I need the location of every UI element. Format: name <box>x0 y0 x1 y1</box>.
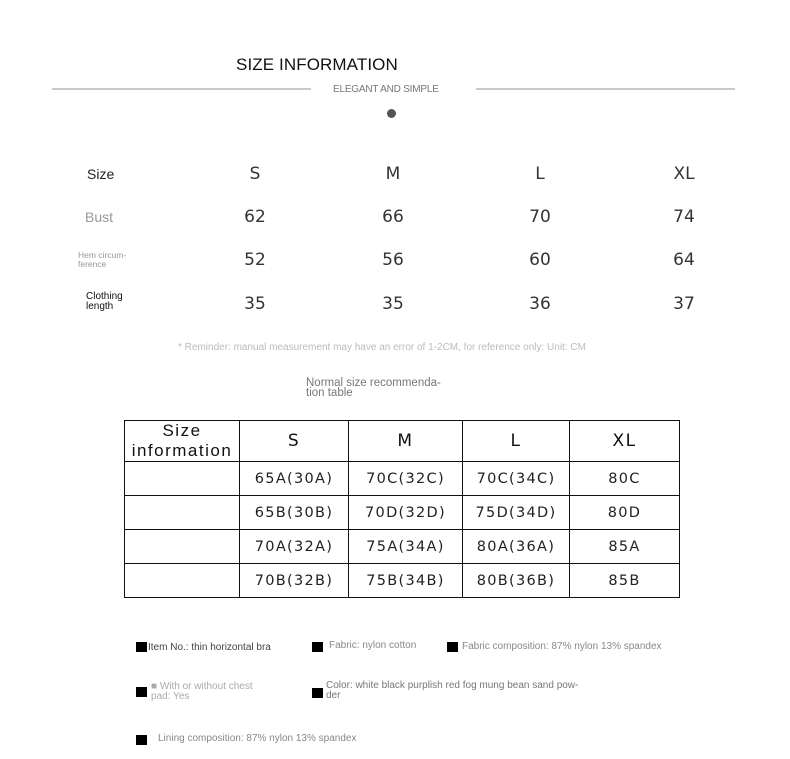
recommendation-title <box>306 378 441 398</box>
size-header-s: S <box>249 164 261 184</box>
hem-label-line2: ference <box>78 259 107 269</box>
hem-xl: 64 <box>673 250 695 270</box>
spec-item-no: Item No.: thin horizontal bra <box>148 642 271 653</box>
length-xl: 37 <box>673 294 695 314</box>
length-l: 36 <box>529 294 551 314</box>
table-cell: 75B(34B) <box>349 564 463 598</box>
table-cell: 85A <box>570 530 680 564</box>
length-label-line2: length <box>86 301 114 312</box>
bust-l: 70 <box>529 207 551 227</box>
page-subtitle: ELEGANT AND SIMPLE <box>333 84 439 95</box>
hem-m: 56 <box>382 250 404 270</box>
length-s: 35 <box>244 294 266 314</box>
table-cell: 70C(34C) <box>463 462 570 496</box>
length-label-line1: Clothing <box>86 291 123 302</box>
recommendation-title-line1: Normal size recommenda- <box>306 377 441 389</box>
table-cell <box>125 530 240 564</box>
table-row <box>125 564 680 598</box>
bullet-square-icon <box>312 642 323 652</box>
table-cell: 65B(30B) <box>240 496 349 530</box>
hem-label-line1: Hem circum- <box>78 250 127 260</box>
row-label-size: Size <box>87 166 115 182</box>
header-size-information: Size information <box>125 421 240 462</box>
bust-s: 62 <box>244 207 266 227</box>
spec-color-line1: Color: white black purplish red fog mung bean sand pow- <box>326 680 579 691</box>
bullet-square-icon <box>447 642 458 652</box>
table-row <box>125 462 680 496</box>
spec-fabric-composition: Fabric composition: 87% nylon 13% spandex <box>462 641 662 652</box>
header-xl: XL <box>570 421 680 462</box>
table-cell <box>125 496 240 530</box>
table-cell: 80A(36A) <box>463 530 570 564</box>
table-cell: 70B(32B) <box>240 564 349 598</box>
table-header-row <box>125 421 680 462</box>
spec-color-line2: der <box>326 690 341 701</box>
bullet-square-icon <box>312 688 323 698</box>
header-m: M <box>349 421 463 462</box>
size-recommendation-table <box>124 420 680 598</box>
bust-xl: 74 <box>673 207 695 227</box>
bust-m: 66 <box>382 207 404 227</box>
size-header-xl: XL <box>673 164 695 184</box>
table-row <box>125 530 680 564</box>
table-cell: 75D(34D) <box>463 496 570 530</box>
size-header-l: L <box>535 164 545 184</box>
page-title: SIZE INFORMATION <box>236 55 398 74</box>
table-cell: 80D <box>570 496 680 530</box>
size-header-m: M <box>385 164 401 184</box>
spec-color <box>326 681 578 701</box>
table-cell: 80B(36B) <box>463 564 570 598</box>
spec-chest-pad-line1: ■ With or without chest <box>151 681 253 692</box>
bullet-square-icon <box>136 642 147 652</box>
spec-lining-composition: Lining composition: 87% nylon 13% spandex <box>158 733 357 744</box>
table-cell <box>125 462 240 496</box>
table-cell: 70D(32D) <box>349 496 463 530</box>
measurement-reminder: * Reminder: manual measurement may have an error of 1-2CM, for reference only: Unit: CM <box>178 342 586 353</box>
spec-chest-pad <box>151 682 253 702</box>
row-label-bust: Bust <box>85 209 114 225</box>
table-cell: 70C(32C) <box>349 462 463 496</box>
length-m: 35 <box>382 294 404 314</box>
row-label-hem <box>78 251 126 269</box>
table-cell <box>125 564 240 598</box>
bullet-square-icon <box>136 687 147 697</box>
hem-s: 52 <box>244 250 266 270</box>
dot-icon <box>387 109 396 118</box>
table-cell: 70A(32A) <box>240 530 349 564</box>
row-label-length <box>86 292 123 312</box>
divider-left <box>52 88 311 90</box>
table-cell: 75A(34A) <box>349 530 463 564</box>
hem-l: 60 <box>529 250 551 270</box>
spec-fabric: Fabric: nylon cotton <box>329 640 417 651</box>
header-l: L <box>463 421 570 462</box>
table-row <box>125 496 680 530</box>
recommendation-title-line2: tion table <box>306 387 353 399</box>
table-cell: 80C <box>570 462 680 496</box>
divider-right <box>476 88 735 90</box>
header-s: S <box>240 421 349 462</box>
spec-chest-pad-line2: pad: Yes <box>151 691 190 702</box>
table-cell: 85B <box>570 564 680 598</box>
bullet-square-icon <box>136 735 147 745</box>
table-cell: 65A(30A) <box>240 462 349 496</box>
